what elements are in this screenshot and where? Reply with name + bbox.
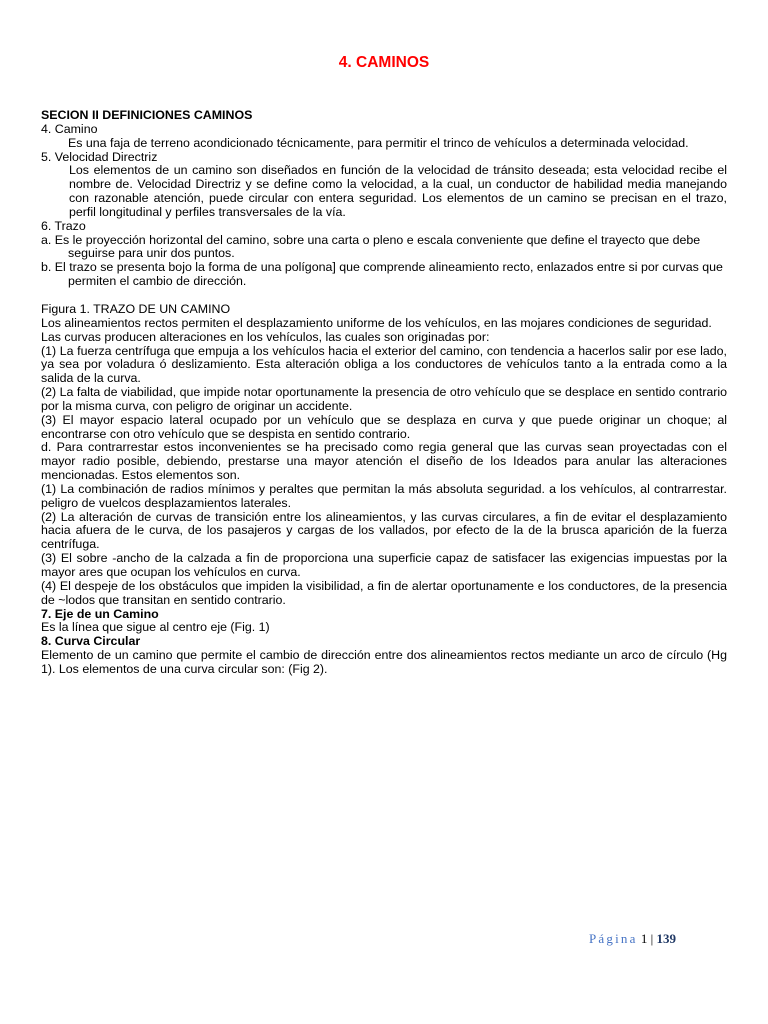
trazo-item-a: a. Es le proyección horizontal del camino, sobre una carta o pleno e escala conveniente que define el trayecto que debe seguirse para unir dos puntos. (41, 232, 701, 261)
element-item-4: (4) El despeje de los obstáculos que impiden la visibilidad, a fin de alertar oportunamente e los conductores, de la presencia de ~lodos que transitan en sentido contrario. (41, 578, 727, 607)
element-item-3: (3) El sobre -ancho de la calzada a fin de proporciona una superficie capaz de satisfacer las exigencias impuestas por la mayor ares que ocupan los vehículos en curva. (41, 551, 727, 579)
document-body (41, 109, 727, 677)
spacer (41, 289, 727, 303)
camino-heading: 4. Camino (41, 121, 98, 136)
footer-page-number: 1 (640, 931, 648, 946)
curva-heading: 8. Curva Circular (41, 634, 141, 649)
eje-text: Es la línea que sigue al centro eje (Fig. 1) (41, 620, 270, 635)
alteration-item-3: (3) El mayor espacio lateral ocupado por un vehículo que se desplaza en curva y que puede originar un choque; al encontrarse con otro vehículo que se despista en sentido contrario. (41, 412, 727, 441)
paragraph-d: d. Para contrarrestar estos inconvenientes se ha precisado como regia general que las curvas sean proyectadas con el mayor radio posible, debiendo, prestarse una mayor atención el diseño de los Ideados para anular las alteraciones mencionadas. Estos elementos son. (41, 440, 727, 483)
figure-caption: Figura 1. TRAZO DE UN CAMINO (41, 301, 231, 316)
section-heading: SECION II DEFINICIONES CAMINOS (41, 108, 253, 122)
camino-text: Es una faja de terreno acondicionado técnicamente, para permitir el trinco de vehículos a determinada velocidad. (68, 135, 689, 150)
paragraph-curvas: Las curvas producen alteraciones en los vehículos, las cuales son originadas por: (41, 329, 490, 344)
element-item-1: (1) La combinación de radios mínimos y peraltes que permitan la más absoluta seguridad. a los vehículos, al contrarrestar. peligro de vuelcos desplazamientos laterales. (41, 481, 727, 510)
alteration-item-1: (1) La fuerza centrífuga que empuja a los vehículos hacia el exterior del camino, con tendencia a hacerlos salir por ese lado, ya sea por voladura ó deslizamiento. Esta alteración obliga a los conductores de vehículos tanto a la entrada como a la salida de la curva. (41, 343, 727, 386)
footer-page-total: 139 (656, 931, 676, 946)
curva-text: Elemento de un camino que permite el cambio de dirección entre dos alineamientos rectos mediante un arco de círculo (Hg 1). Los elementos de una curva circular son: (Fig 2). (41, 648, 727, 676)
velocidad-heading: 5. Velocidad Directriz (41, 149, 158, 164)
page-title: 4. CAMINOS (338, 54, 430, 71)
footer-page-word: Página (589, 931, 638, 946)
velocidad-text: Los elementos de un camino son diseñados en función de la velocidad de tránsito deseada; esta velocidad recibe el nombre de. Velocidad Directriz y se define como la velocidad, a la cual, un conductor de habilidad media manejando con razonable atención, puede circular con entera seguridad. Los elementos de un camino se precisan en el trazo, perfil longitudinal y perfiles transversales de la vía. (69, 163, 727, 219)
eje-heading: 7. Eje de un Camino (41, 606, 159, 621)
element-item-2: (2) La alteración de curvas de transición entre los alineamientos, y las curvas circulares, a fin de evitar el desplazamiento hacia afuera de le curva, de los pasajeros y cargas de los vallados, por efecto de la de la brusca aparición de la fuerza centrífuga. (41, 509, 727, 552)
trazo-heading: 6. Trazo (41, 218, 86, 233)
paragraph-alineamientos: Los alineamientos rectos permiten el desplazamiento uniforme de los vehículos, en las mojares condiciones de seguridad. (41, 315, 712, 330)
page-footer (589, 931, 676, 947)
trazo-item-b: b. El trazo se presenta bojo la forma de una polígona] que comprende alineamiento recto, enlazados entre si por curvas que permiten el cambio de dirección. (41, 260, 723, 289)
alteration-item-2: (2) La falta de viabilidad, que impide notar oportunamente la presencia de otro vehículo que se desplace en sentido contrario por la misma curva, con peligro de originar un accidente. (41, 385, 727, 413)
footer-separator: | (647, 931, 657, 946)
